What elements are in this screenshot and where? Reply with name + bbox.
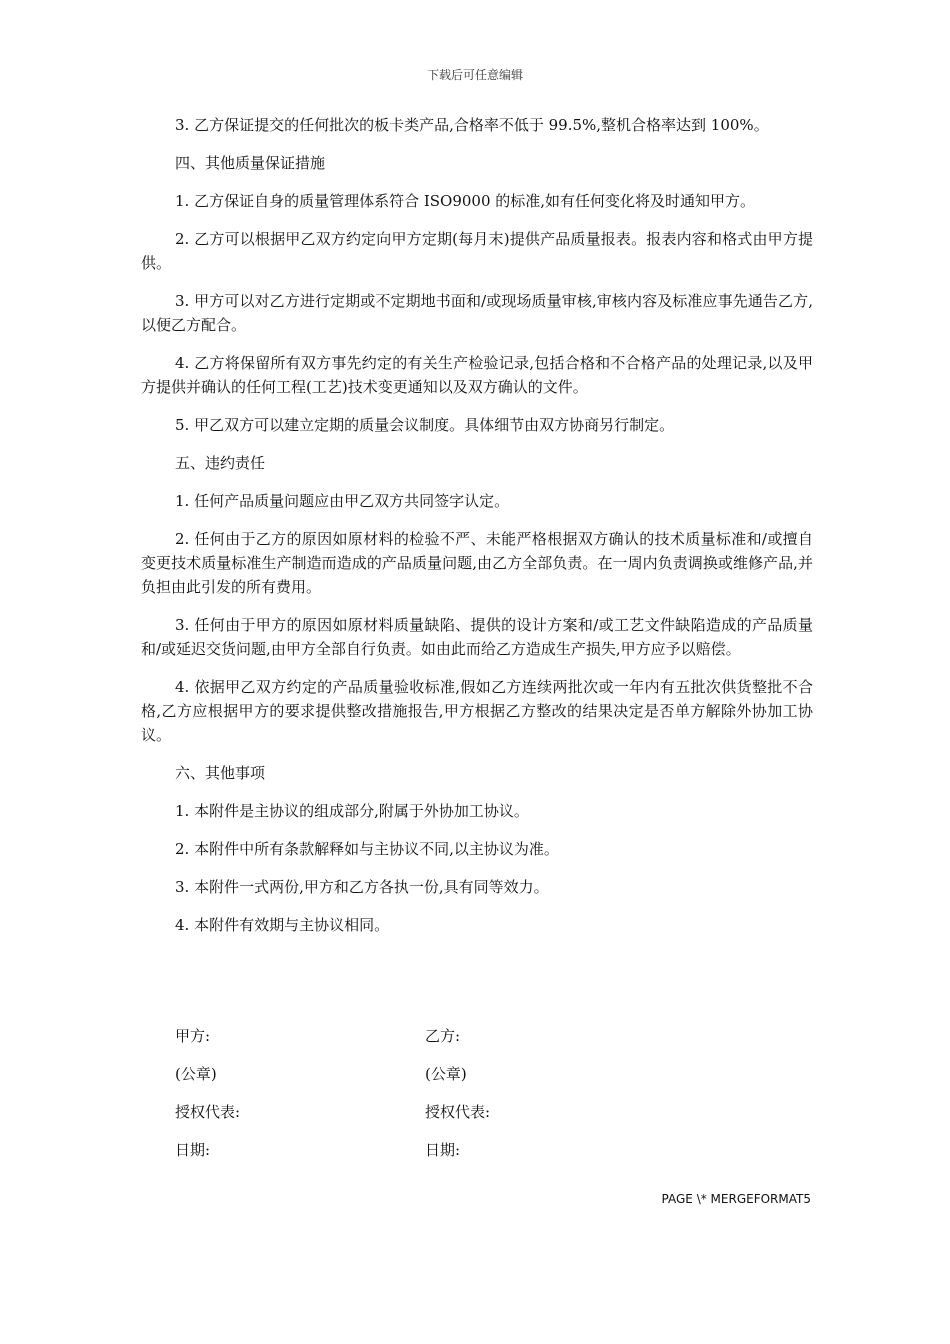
clause-paragraph: 2. 乙方可以根据甲乙双方约定向甲方定期(每月末)提供产品质量报表。报表内容和格式由甲方提供。 (141, 230, 813, 272)
party-b-date: 日期: (425, 1141, 461, 1159)
party-a-representative: 授权代表: (175, 1103, 241, 1121)
page-footer: PAGE \* MERGEFORMAT5 (661, 1192, 811, 1206)
clause-paragraph: 3. 乙方保证提交的任何批次的板卡类产品,合格率不低于 99.5%,整机合格率达到 100%。 (175, 116, 769, 134)
clause-paragraph: 1. 本附件是主协议的组成部分,附属于外协加工协议。 (175, 802, 529, 820)
party-b-representative: 授权代表: (425, 1103, 491, 1121)
clause-paragraph: 3. 甲方可以对乙方进行定期或不定期地书面和/或现场质量审核,审核内容及标准应事先通告乙方,以便乙方配合。 (141, 292, 813, 334)
section-heading: 六、其他事项 (175, 764, 266, 782)
clause-paragraph: 1. 乙方保证自身的质量管理体系符合 ISO9000 的标准,如有任何变化将及时通知甲方。 (175, 192, 756, 210)
clause-paragraph: 4. 乙方将保留所有双方事先约定的有关生产检验记录,包括合格和不合格产品的处理记录,以及甲方提供并确认的任何工程(工艺)技术变更通知以及双方确认的文件。 (141, 354, 813, 396)
clause-paragraph: 3. 本附件一式两份,甲方和乙方各执一份,具有同等效力。 (175, 878, 549, 896)
signature-row-seal (175, 1062, 675, 1100)
signature-row-date (175, 1138, 675, 1176)
signature-block (175, 1024, 675, 1176)
clause-paragraph: 2. 任何由于乙方的原因如原材料的检验不严、未能严格根据双方确认的技术质量标准和/或擅自变更技术质量标准生产制造而造成的产品质量问题,由乙方全部负责。在一周内负责调换或维修产品,并负担由此引发的所有费用。 (141, 530, 813, 596)
section-heading: 五、违约责任 (175, 454, 266, 472)
signature-row-representative (175, 1100, 675, 1138)
clause-paragraph: 4. 本附件有效期与主协议相同。 (175, 916, 390, 934)
clause-paragraph: 5. 甲乙双方可以建立定期的质量会议制度。具体细节由双方协商另行制定。 (175, 416, 675, 434)
page-header: 下载后可任意编辑 (426, 68, 523, 82)
clause-paragraph: 4. 依据甲乙双方约定的产品质量验收标准,假如乙方连续两批次或一年内有五批次供货整批不合格,乙方应根据甲方的要求提供整改措施报告,甲方根据乙方整改的结果决定是否单方解除外协加工协议。 (141, 678, 813, 744)
clause-paragraph: 1. 任何产品质量问题应由甲乙双方共同签字认定。 (175, 492, 510, 510)
party-b-seal: (公章) (425, 1065, 467, 1083)
clause-paragraph: 2. 本附件中所有条款解释如与主协议不同,以主协议为准。 (175, 840, 559, 858)
document-body (141, 113, 813, 951)
party-a-seal: (公章) (175, 1065, 217, 1083)
signature-row-party (175, 1024, 675, 1062)
party-b-label: 乙方: (425, 1027, 461, 1045)
clause-paragraph: 3. 任何由于甲方的原因如原材料质量缺陷、提供的设计方案和/或工艺文件缺陷造成的产品质量和/或延迟交货问题,由甲方全部自行负责。如由此而给乙方造成生产损失,甲方应予以赔偿。 (141, 616, 813, 658)
party-a-label: 甲方: (175, 1027, 211, 1045)
party-a-date: 日期: (175, 1141, 211, 1159)
section-heading: 四、其他质量保证措施 (175, 154, 326, 172)
